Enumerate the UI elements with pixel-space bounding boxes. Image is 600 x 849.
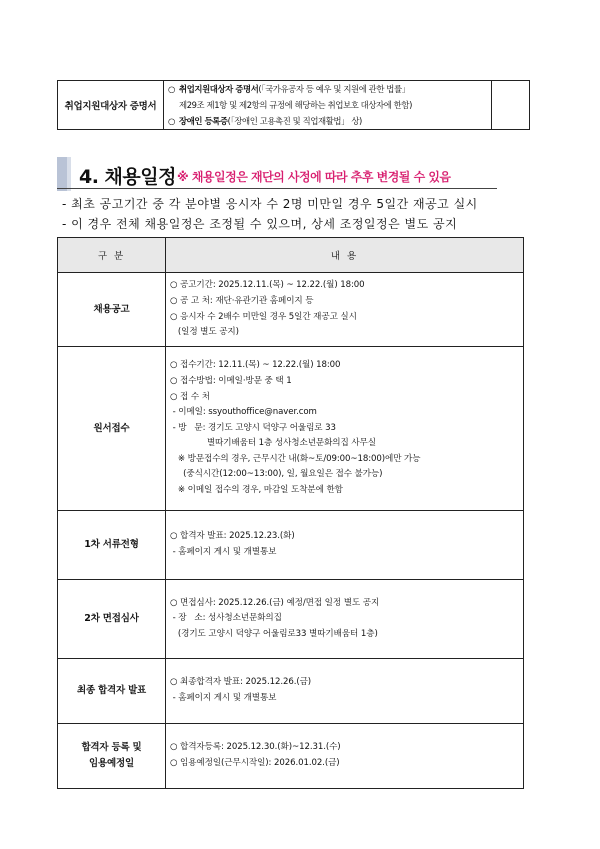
row-label: 합격자 등록 및 임용예정일 bbox=[58, 724, 166, 789]
row-content: ○ 접수기간: 12.11.(목) ~ 12.22.(월) 18:00 ○ 접수방법: 이메일·방문 중 택 1 ○ 접 수 처 - 이메일: ssyouthoffice@naver.com - 방 문: 경기도 고양시 덕양구 어울림로 33 별따기배움터 1층 성사청소년문화의집 사무실 ※ 방문접수의 경우, 근무시간 내(화~토/09:00~18:00)에만 가능 (중식시간(12:00~13:00), 일, 월요일은 접수 불가능) ※ 이메일 접수의 경우, 마감일 도착분에 한함 bbox=[166, 347, 524, 511]
row-label: 1차 서류전형 bbox=[58, 511, 166, 580]
section-accent-bar bbox=[57, 157, 67, 191]
row-content: ○ 합격자 발표: 2025.12.23.(화) - 홈페이지 게시 및 개별통보 bbox=[166, 511, 524, 580]
eligibility-label: 취업지원대상자 증명서 bbox=[58, 81, 164, 130]
row-label: 채용공고 bbox=[58, 273, 166, 347]
row-label: 최종 합격자 발표 bbox=[58, 659, 166, 724]
table-row bbox=[58, 580, 524, 659]
section-note: ※ 채용일정은 재단의 사정에 따라 추후 변경될 수 있음 bbox=[177, 170, 451, 184]
header-content: 내 용 bbox=[166, 238, 524, 273]
schedule-note-1: - 최초 공고기간 중 각 분야별 응시자 수 2명 미만일 경우 5일간 재공고 실시 bbox=[62, 197, 478, 211]
row-content: ○ 최종합격자 발표: 2025.12.26.(금) - 홈페이지 게시 및 개별통보 bbox=[166, 659, 524, 724]
eligibility-content bbox=[164, 81, 492, 130]
table-row bbox=[58, 273, 524, 347]
section-accent-bar-light bbox=[67, 157, 71, 191]
table-header-row bbox=[58, 238, 524, 273]
eligibility-line: 제29조 제1항 및 제2항의 규정에 해당하는 취업보호 대상자에 한함) bbox=[179, 100, 412, 110]
table-row bbox=[58, 724, 524, 789]
eligibility-line: ○ 장애인 등록증(「장애인 고용촉진 및 직업재활법」 상) bbox=[168, 116, 362, 126]
schedule-note-2: - 이 경우 전체 채용일정은 조정될 수 있으며, 상세 조정일정은 별도 공지 bbox=[62, 217, 458, 231]
table-row bbox=[58, 347, 524, 511]
table-row bbox=[58, 511, 524, 580]
row-content: ○ 공고기간: 2025.12.11.(목) ~ 12.22.(월) 18:00 ○ 공 고 처: 재단·유관기관 홈페이지 등 ○ 응시자 수 2배수 미만일 경우 5일간 재공고 실시 (일정 별도 공지) bbox=[166, 273, 524, 347]
header-category: 구 분 bbox=[58, 238, 166, 273]
row-content: ○ 면접심사: 2025.12.26.(금) 예정/면접 일정 별도 공지 - 장 소: 성사청소년문화의집 (경기도 고양시 덕양구 어울림로33 별따기배움터 1층) bbox=[166, 580, 524, 659]
row-label: 원서접수 bbox=[58, 347, 166, 511]
eligibility-empty-cell bbox=[492, 81, 530, 130]
schedule-table bbox=[57, 237, 524, 789]
section-underline bbox=[57, 188, 497, 189]
section-title: 4. 채용일정 bbox=[79, 166, 176, 188]
eligibility-line: ○ 취업지원대상자 증명서(「국가유공자 등 예우 및 지원에 관한 법률」 bbox=[168, 84, 410, 94]
table-row bbox=[58, 659, 524, 724]
row-content: ○ 합격자등록: 2025.12.30.(화)~12.31.(수) ○ 임용예정일(근무시작일): 2026.01.02.(금) bbox=[166, 724, 524, 789]
row-label: 2차 면접심사 bbox=[58, 580, 166, 659]
eligibility-table bbox=[57, 80, 530, 130]
section-heading bbox=[57, 157, 497, 191]
